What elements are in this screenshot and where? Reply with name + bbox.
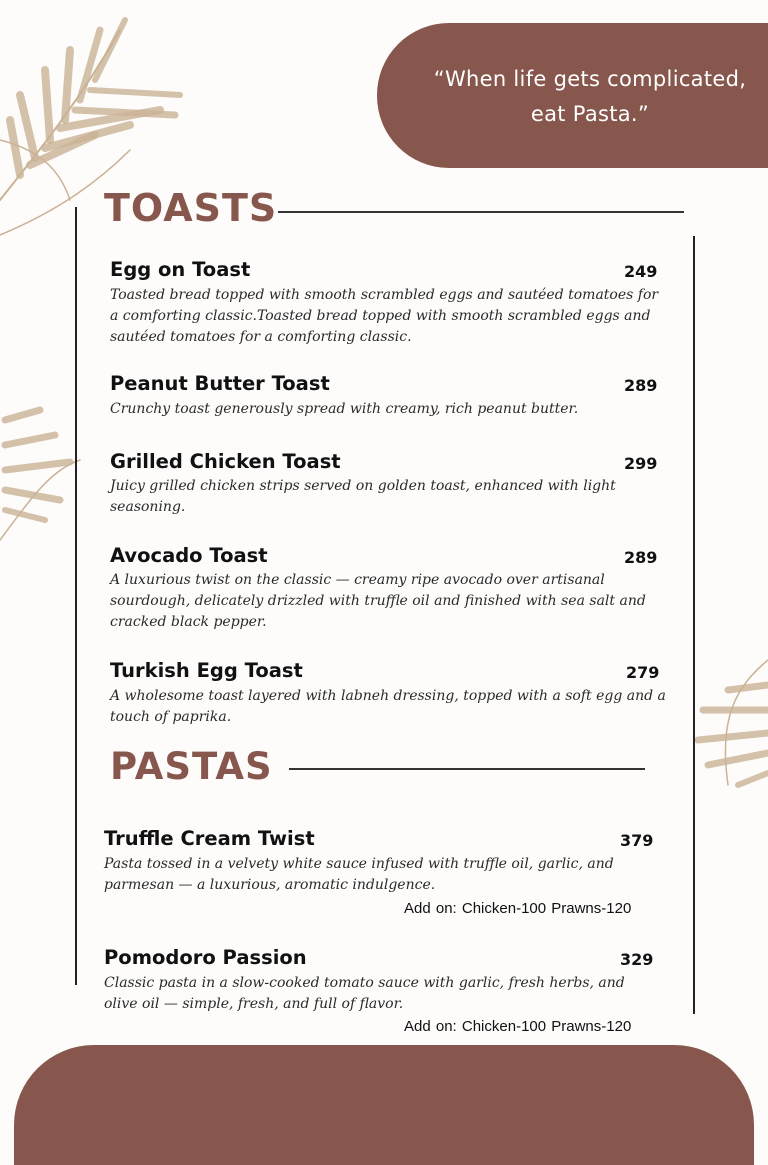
footer-banner — [14, 1045, 754, 1165]
item-description: A wholesome toast layered with labneh dressing, topped with a soft egg and a touch of paprika. — [110, 688, 666, 725]
item-addon: Add on: Chicken-100 Prawns-120 — [404, 900, 632, 917]
item-price: 249 — [624, 262, 658, 281]
item-name: Egg on Toast — [110, 258, 251, 281]
item-price: 279 — [626, 663, 660, 682]
item-description: A luxurious twist on the classic — creamy ripe avocado over artisanal sourdough, delicately drizzled with truffle oil and finished with sea salt and cracked black pepper. — [110, 572, 646, 630]
item-price: 289 — [624, 376, 658, 395]
item-name: Grilled Chicken Toast — [110, 450, 341, 473]
quote-line-2: eat Pasta.” — [530, 102, 650, 126]
right-frame-line — [693, 236, 695, 1014]
item-name: Pomodoro Passion — [104, 946, 307, 969]
left-frame-line — [75, 207, 77, 985]
item-name: Truffle Cream Twist — [104, 827, 315, 850]
item-price: 329 — [620, 950, 654, 969]
quote-text — [420, 62, 760, 132]
pastas-title-rule — [289, 768, 645, 770]
toasts-title-rule — [278, 211, 684, 213]
item-name: Peanut Butter Toast — [110, 372, 330, 395]
item-name: Avocado Toast — [110, 544, 268, 567]
item-name: Turkish Egg Toast — [110, 659, 303, 682]
item-price: 289 — [624, 548, 658, 567]
palm-leaf-left-middle-decoration — [0, 390, 90, 550]
item-description: Pasta tossed in a velvety white sauce infused with truffle oil, garlic, and parmesan — a luxurious, aromatic indulgence. — [104, 856, 614, 893]
section-title-toasts: TOASTS — [104, 186, 278, 230]
item-price: 379 — [620, 831, 654, 850]
quote-line-1: “When life gets complicated, — [433, 67, 747, 91]
item-description: Crunchy toast generously spread with creamy, rich peanut butter. — [110, 401, 579, 417]
section-title-pastas: PASTAS — [110, 745, 273, 788]
palm-leaf-right-decoration — [688, 655, 768, 795]
item-price: 299 — [624, 454, 658, 473]
item-description: Juicy grilled chicken strips served on golden toast, enhanced with light seasoning. — [110, 478, 616, 515]
item-description: Toasted bread topped with smooth scrambled eggs and sautéed tomatoes for a comforting classic.Toasted bread topped with smooth scrambled eggs and sautéed tomatoes for a comforting classic. — [110, 287, 659, 345]
item-addon: Add on: Chicken-100 Prawns-120 — [404, 1018, 632, 1035]
item-description: Classic pasta in a slow-cooked tomato sauce with garlic, fresh herbs, and olive oil — simple, fresh, and full of flavor. — [104, 975, 625, 1012]
